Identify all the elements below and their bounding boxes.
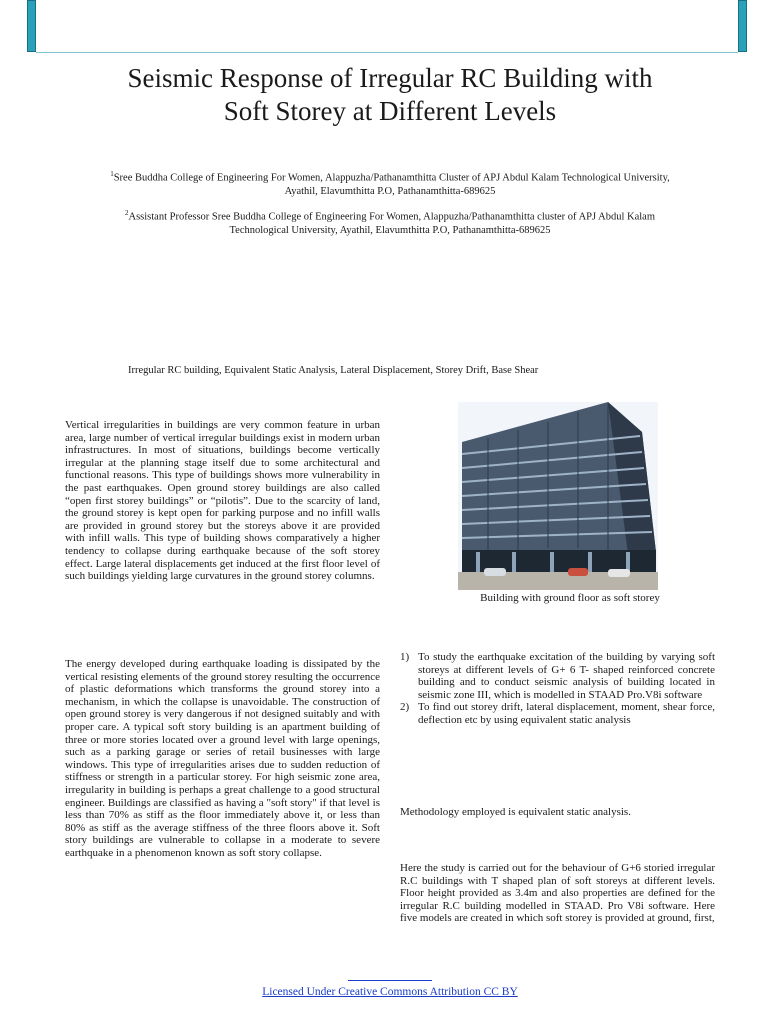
affiliation-1-line-1 (80, 168, 700, 185)
left-accent-bar (27, 0, 36, 52)
affiliation-1-line-2: Ayathil, Elavumthitta P.O, Pathanamthitta-689625 (284, 185, 496, 197)
license-link[interactable]: Licensed Under Creative Commons Attribution CC BY (262, 986, 518, 998)
keywords: Irregular RC building, Equivalent Static Analysis, Lateral Displacement, Storey Drift, Base Shear (128, 365, 539, 376)
intro-paragraph-1: Vertical irregularities in buildings are very common feature in urban area, large number of vertical irregular buildings exist in modern urban infrastructures. In most of situations, buildings become vertically irregular at the planning stage itself due to some architectural and functional reasons. This type of buildings shows more vulnerability in the past earthquakes. Open ground storey buildings are also called “open first storey buildings” or “pilotis”. Due to the scarcity of land, the ground storey is kept open for parking purpose and no infill walls are provided in ground storey but the storeys above it are provided with infill walls. This type of building shows comparatively a higher tendency to collapse during earthquake because of the soft storey effect. Large lateral displacements get induced at the first floor level of such buildings yielding large curvatures in the ground storey columns. (65, 419, 380, 583)
affiliation-1-marker: 1 (110, 170, 114, 178)
affiliation-2-line-1 (80, 207, 700, 224)
affiliation-1-text: Sree Buddha College of Engineering For Women, Alappuzha/Pathanamthitta Cluster of APJ Abdul Kalam Technological University, (113, 172, 670, 184)
objective-item (400, 651, 715, 701)
affiliation-2-line-2: Technological University, Ayathil, Elavumthitta P.O, Pathanamthitta-689625 (229, 224, 551, 236)
footer-rule (348, 980, 432, 981)
objective-number: 2) (400, 701, 410, 714)
objective-text: To study the earthquake excitation of the building by varying soft storeys at different levels of G+ 6 T- shaped reinforced concrete building and to conduct seismic analysis of building located in seismic zone III, which is modelled in STAAD Pro.V8i software (418, 651, 715, 701)
building-photo (458, 402, 658, 590)
figure-caption: Building with ground floor as soft storey (480, 592, 660, 604)
title-line-1: Seismic Response of Irregular RC Building with (127, 63, 653, 93)
affiliation-2-text: Assistant Professor Sree Buddha College of Engineering For Women, Alappuzha/Pathanamthitta cluster of APJ Abdul Kalam (128, 211, 655, 223)
methodology-text: Methodology employed is equivalent static analysis. (400, 806, 631, 818)
intro-paragraph-2: The energy developed during earthquake loading is dissipated by the vertical resisting elements of the ground storey resulting the occurrence of plastic deformations which transforms the ground storey into a mechanism, in which the collapse is unavoidable. The construction of open ground storey is very dangerous if not designed suitably and with proper care. A typical soft story building is an apartment building of three or more stories located over a ground level with large openings, such as a parking garage or series of retail businesses with large windows. This type of irregularities arises due to sudden reduction of stiffness or strength in a particular storey. For high seismic zone area, irregularity in building is perhaps a great challenge to a good structural engineer. Buildings are classified as having a "soft story" if that level is less than 70% as stiff as the floor immediately above it, or less than 80% as stiff as the average stiffness of the three floors above it. Soft story buildings are vulnerable to collapse in a moderate to severe earthquake in a phenomenon known as soft story collapse. (65, 658, 380, 859)
objective-text: To find out storey drift, lateral displacement, moment, shear force, deflection etc by using equivalent static analysis (418, 701, 715, 726)
header-rule (36, 52, 738, 53)
objective-item (400, 701, 715, 726)
affiliation-2 (80, 207, 700, 237)
paper-title (40, 62, 740, 128)
right-accent-bar (738, 0, 747, 52)
affiliation-2-marker: 2 (124, 209, 129, 217)
affiliation-1 (80, 168, 700, 198)
objectives-list (400, 651, 715, 727)
objective-number: 1) (400, 651, 410, 663)
title-line-2: Soft Storey at Different Levels (223, 96, 557, 126)
study-text: Here the study is carried out for the behaviour of G+6 storied irregular R.C buildings with T shaped plan of soft storeys at different levels. Floor height provided as 3.4m and also properties are defined for the irregular R.C building modelled in STAAD. Pro V8i software. Here five models are created in which soft storey is provided at ground, first, (400, 862, 715, 925)
